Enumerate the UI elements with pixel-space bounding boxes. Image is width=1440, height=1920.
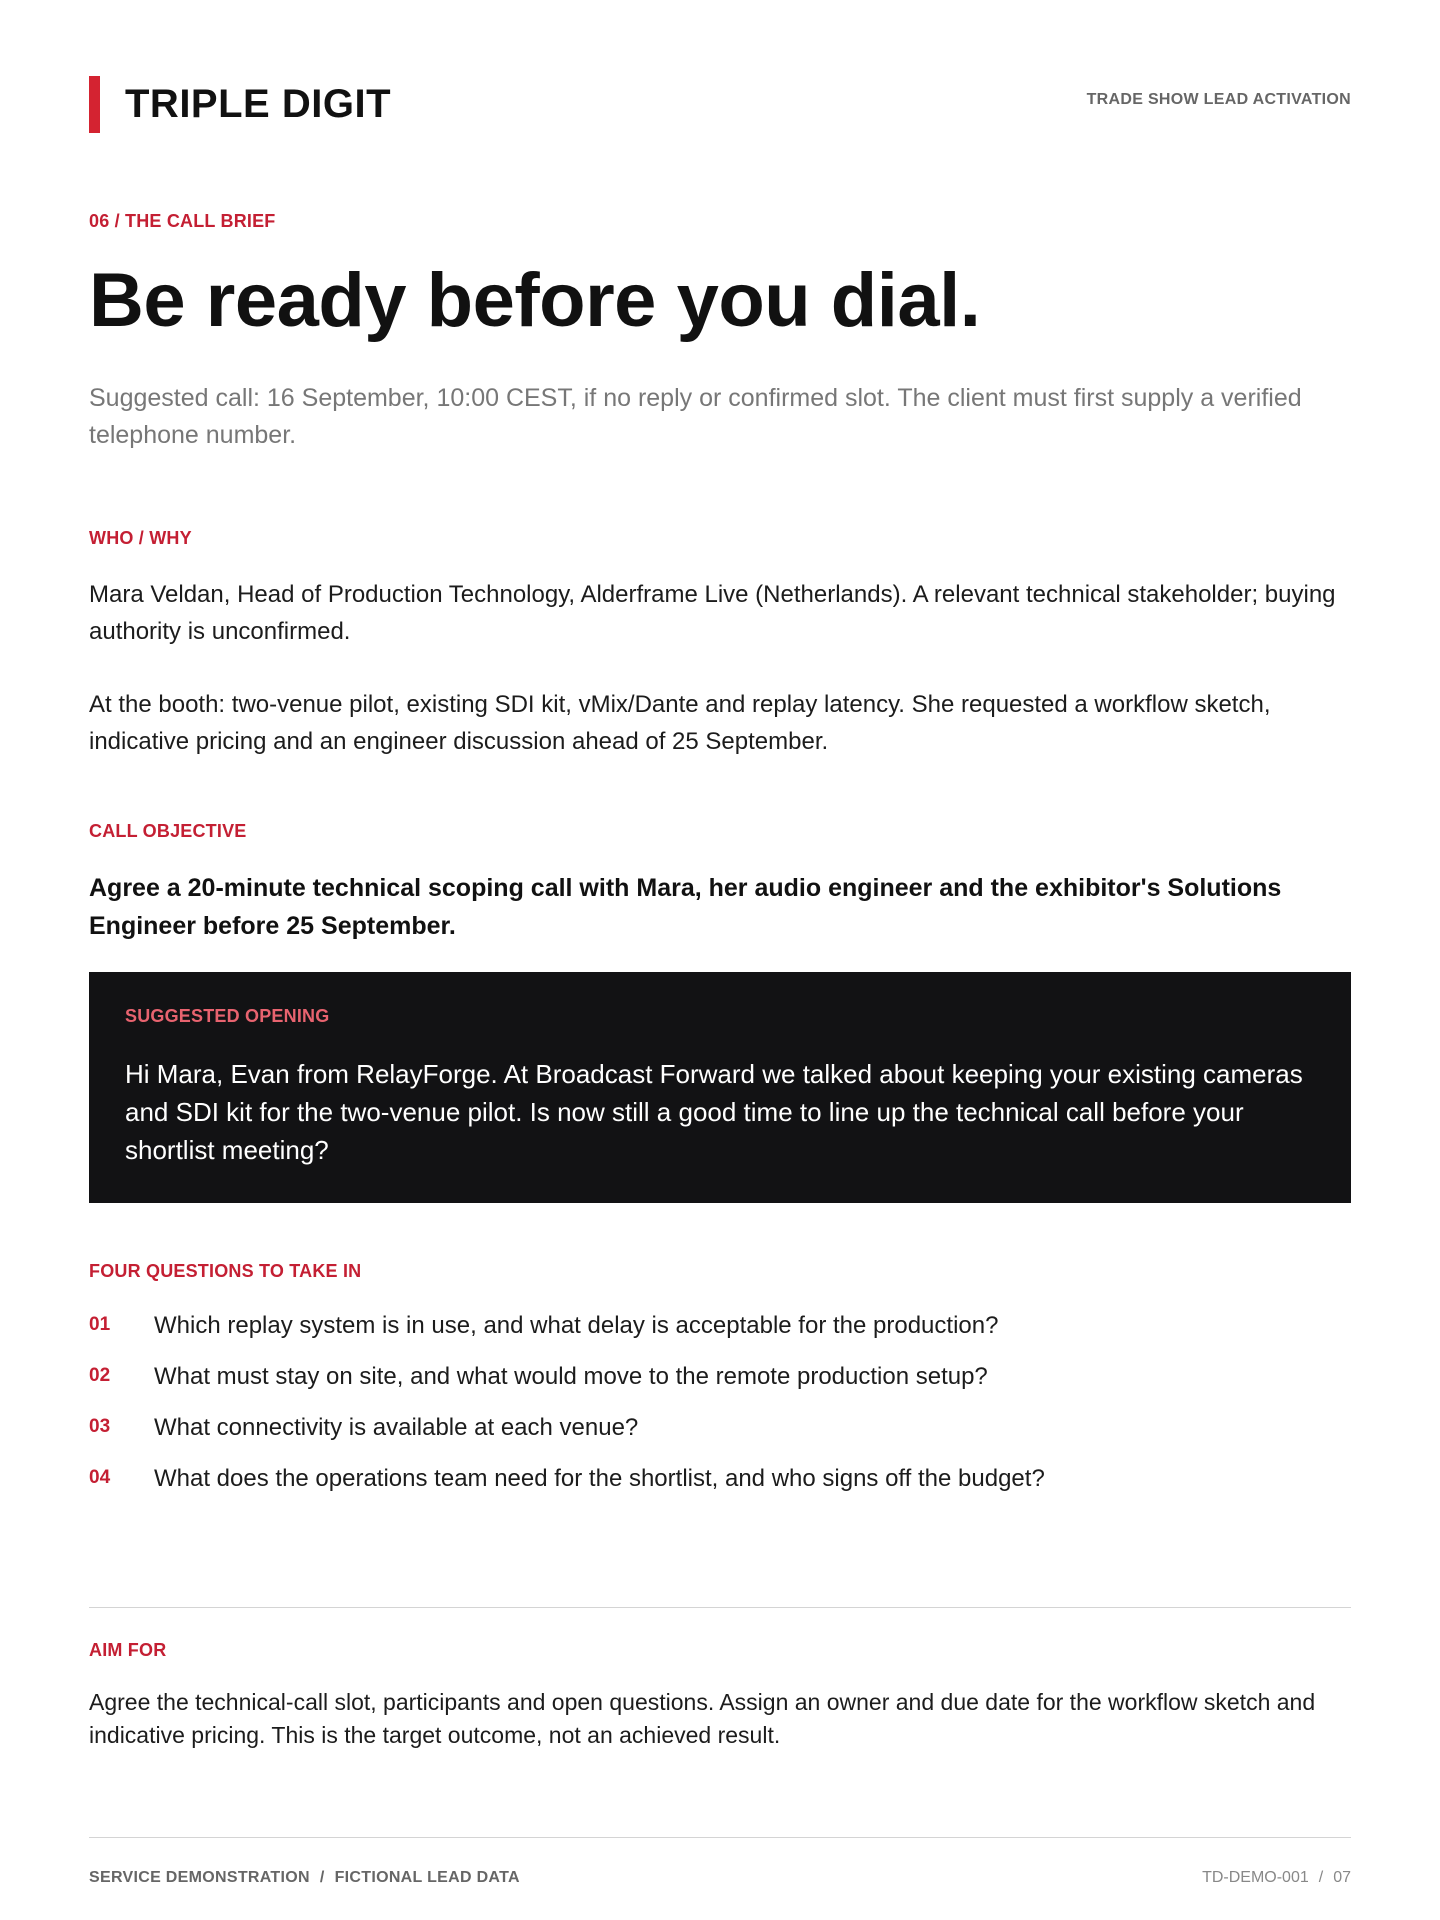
aim-for-label: AIM FOR [89, 1640, 167, 1660]
question-item [89, 1463, 1351, 1514]
call-objective-text: Agree a 20-minute technical scoping call with Mara, her audio engineer and the exhibitor's Solutions Engineer before 25 September. [89, 874, 1282, 940]
page [89, 0, 1351, 1920]
brand-logo [89, 76, 391, 133]
question-text: Which replay system is in use, and what delay is acceptable for the production? [154, 1312, 999, 1339]
who-why-paragraph-2: At the booth: two-venue pilot, existing SDI kit, vMix/Dante and replay latency. She requested a workflow sketch, indicative pricing and an engineer discussion ahead of 25 September. [89, 691, 1271, 755]
page-number: 07 [1333, 1869, 1351, 1886]
questions-list [89, 1310, 1351, 1514]
document-id: TD-DEMO-001 [1202, 1869, 1309, 1886]
footer-separator: / [319, 1869, 325, 1886]
suggested-opening-panel [89, 972, 1351, 1203]
question-item [89, 1310, 1351, 1361]
call-objective-label: CALL OBJECTIVE [89, 821, 247, 841]
question-number: 04 [89, 1467, 111, 1488]
suggested-opening-text: Hi Mara, Evan from RelayForge. At Broadcast Forward we talked about keeping your existing cameras and SDI kit for the two-venue pilot. Is now still a good time to line up the technical call before your shortlist meeting? [125, 1059, 1303, 1165]
page-title: Be ready before you dial. [89, 258, 981, 343]
brand-name: TRIPLE DIGIT [125, 82, 391, 126]
question-item [89, 1412, 1351, 1463]
question-text: What connectivity is available at each venue? [154, 1414, 639, 1441]
footer-separator: / [1318, 1869, 1324, 1886]
who-why-label: WHO / WHY [89, 528, 192, 548]
footer-right [1202, 1869, 1351, 1887]
question-text: What does the operations team need for the shortlist, and who signs off the budget? [154, 1465, 1045, 1492]
footer-divider [89, 1837, 1351, 1838]
question-text: What must stay on site, and what would move to the remote production setup? [154, 1363, 988, 1390]
aim-for-text: Agree the technical-call slot, participants and open questions. Assign an owner and due date for the workflow sketch and indicative pricing. This is the target outcome, not an achieved result. [89, 1689, 1316, 1748]
question-number: 01 [89, 1314, 111, 1335]
footer-left [89, 1869, 520, 1887]
questions-label: FOUR QUESTIONS TO TAKE IN [89, 1261, 362, 1281]
divider [89, 1607, 1351, 1608]
suggested-opening-label: SUGGESTED OPENING [125, 1006, 330, 1026]
footer-data-label: FICTIONAL LEAD DATA [334, 1869, 520, 1886]
question-number: 02 [89, 1365, 111, 1386]
footer-service-label: SERVICE DEMONSTRATION [89, 1869, 310, 1886]
header-tagline: TRADE SHOW LEAD ACTIVATION [1086, 91, 1351, 108]
question-number: 03 [89, 1416, 111, 1437]
section-eyebrow: 06 / THE CALL BRIEF [89, 211, 276, 231]
brand-accent-bar [89, 76, 100, 133]
who-why-paragraph-1: Mara Veldan, Head of Production Technology, Alderframe Live (Netherlands). A relevant technical stakeholder; buying authority is unconfirmed. [89, 581, 1336, 645]
question-item [89, 1361, 1351, 1412]
suggested-call-text: Suggested call: 16 September, 10:00 CEST, if no reply or confirmed slot. The client must first supply a verified telephone number. [89, 384, 1302, 449]
